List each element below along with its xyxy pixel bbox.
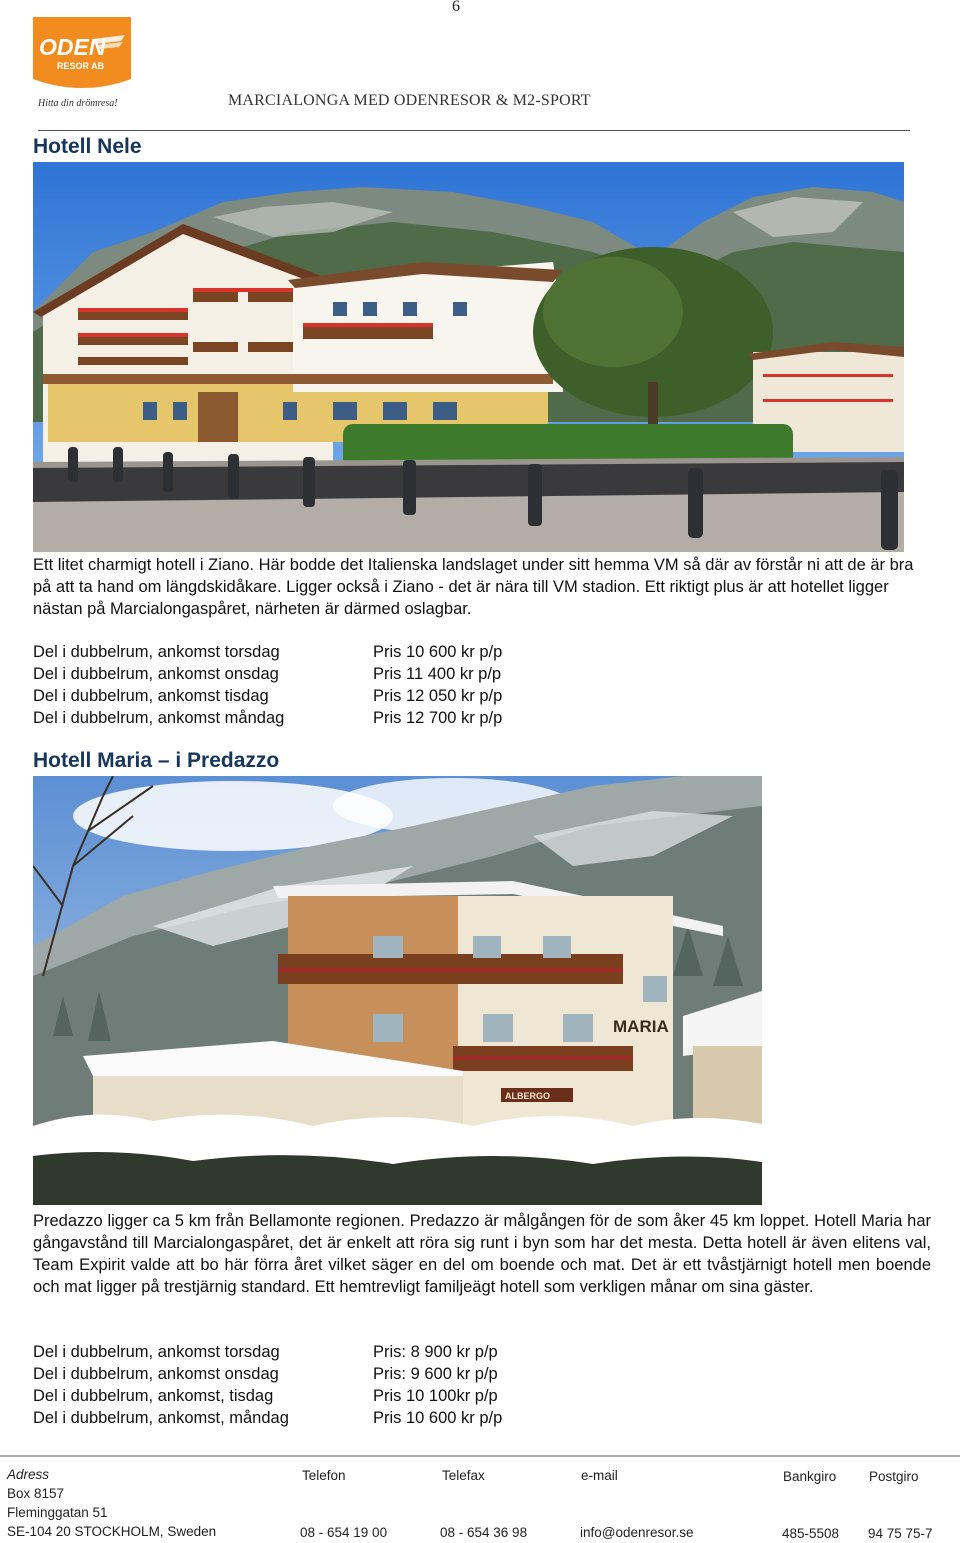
room-price: Pris 11 400 kr p/p bbox=[373, 665, 502, 683]
hotel-maria-description: Predazzo ligger ca 5 km från Bellamonte regionen. Predazzo är målgången för de som åker 45 km loppet. Hotell Maria har gångavstånd till Marcialongaspåret, det är enkelt att röra sig runt i byn som har det mesta. Detta hotell är även elitens val, Team Expirit valde att bo här förra året vilket säger en del om boende och mat. Det är ett tvåstjärnigt hotell men boende och mat ligger på trestjärnig standard. Ett hemtrevligt familjeägt hotell som verkligen månar om sina gäster. bbox=[33, 1212, 931, 1296]
logo-name: ODEN bbox=[39, 34, 106, 60]
room-price: Pris 10 100kr p/p bbox=[373, 1387, 498, 1405]
price-row bbox=[33, 1385, 633, 1407]
room-type: Del i dubbelrum, ankomst, måndag bbox=[33, 1409, 289, 1427]
price-row bbox=[33, 1407, 633, 1429]
room-type: Del i dubbelrum, ankomst onsdag bbox=[33, 1365, 279, 1383]
hotel-nele-title: Hotell Nele bbox=[33, 135, 142, 158]
footer-phone-label: Telefon bbox=[302, 1468, 346, 1483]
footer-address-line: SE-104 20 STOCKHOLM, Sweden bbox=[7, 1524, 217, 1539]
price-row bbox=[33, 663, 633, 685]
room-type: Del i dubbelrum, ankomst torsdag bbox=[33, 1343, 280, 1361]
hotel-nele-photo bbox=[33, 162, 904, 552]
room-price: Pris: 8 900 kr p/p bbox=[373, 1343, 498, 1361]
price-row bbox=[33, 707, 633, 729]
price-row bbox=[33, 641, 633, 663]
room-type: Del i dubbelrum, ankomst måndag bbox=[33, 709, 285, 727]
room-price: Pris 10 600 kr p/p bbox=[373, 1409, 503, 1427]
hotel-nele-price-table bbox=[33, 641, 633, 729]
room-type: Del i dubbelrum, ankomst, tisdag bbox=[33, 1387, 274, 1405]
hotel-nele-description: Ett litet charmigt hotell i Ziano. Här bodde det Italienska landslaget under sitt hemma VM så där av förstår ni att de är bra på att ta hand om längdskidåkare. Ligger också i Ziano - det är nära till VM stadion. Ett riktigt plus är att hotellet ligger nästan på Marcialongaspåret, närheten är därmed oslagbar. bbox=[33, 556, 914, 618]
footer-address-line: Box 8157 bbox=[7, 1486, 65, 1501]
room-type: Del i dubbelrum, ankomst torsdag bbox=[33, 643, 280, 661]
logo-tagline: Hitta din drömresa! bbox=[38, 98, 118, 109]
header-rule bbox=[38, 130, 910, 131]
room-price: Pris: 9 600 kr p/p bbox=[373, 1365, 498, 1383]
room-price: Pris 12 700 kr p/p bbox=[373, 709, 503, 727]
logo-sub: RESOR AB bbox=[57, 61, 105, 71]
page-number: 6 bbox=[452, 0, 460, 15]
odenresor-logo bbox=[33, 17, 131, 93]
hotel-sign-text: MARIA bbox=[613, 1017, 669, 1036]
hotel-maria-price-table bbox=[33, 1341, 633, 1429]
price-row bbox=[33, 685, 633, 707]
albergo-sign-text: ALBERGO bbox=[505, 1091, 550, 1101]
hotel-maria-title: Hotell Maria – i Predazzo bbox=[33, 749, 280, 772]
footer-email-label: e-mail bbox=[581, 1468, 618, 1483]
footer-rule bbox=[0, 1455, 960, 1457]
document-header: MARCIALONGA MED ODENRESOR & M2-SPORT bbox=[228, 92, 591, 109]
footer-address-block bbox=[7, 1467, 216, 1543]
footer-phone-value: 08 - 654 19 00 bbox=[300, 1525, 388, 1540]
room-price: Pris 10 600 kr p/p bbox=[373, 643, 503, 661]
room-type: Del i dubbelrum, ankomst onsdag bbox=[33, 665, 279, 683]
price-row bbox=[33, 1363, 633, 1385]
footer-address-line: Fleminggatan 51 bbox=[7, 1505, 108, 1520]
price-row bbox=[33, 1341, 633, 1363]
footer-address-label: Adress bbox=[7, 1467, 50, 1482]
footer-postgiro-label: Postgiro bbox=[869, 1469, 919, 1484]
footer-postgiro-value: 94 75 75-7 bbox=[868, 1526, 933, 1541]
footer-bankgiro-value: 485-5508 bbox=[782, 1526, 840, 1541]
footer-fax-value: 08 - 654 36 98 bbox=[440, 1525, 528, 1540]
footer-bankgiro-label: Bankgiro bbox=[783, 1469, 837, 1484]
footer-fax-label: Telefax bbox=[442, 1468, 485, 1483]
footer-email-value[interactable]: info@odenresor.se bbox=[580, 1525, 694, 1540]
hotel-maria-photo bbox=[33, 776, 762, 1205]
room-type: Del i dubbelrum, ankomst tisdag bbox=[33, 687, 269, 705]
room-price: Pris 12 050 kr p/p bbox=[373, 687, 503, 705]
